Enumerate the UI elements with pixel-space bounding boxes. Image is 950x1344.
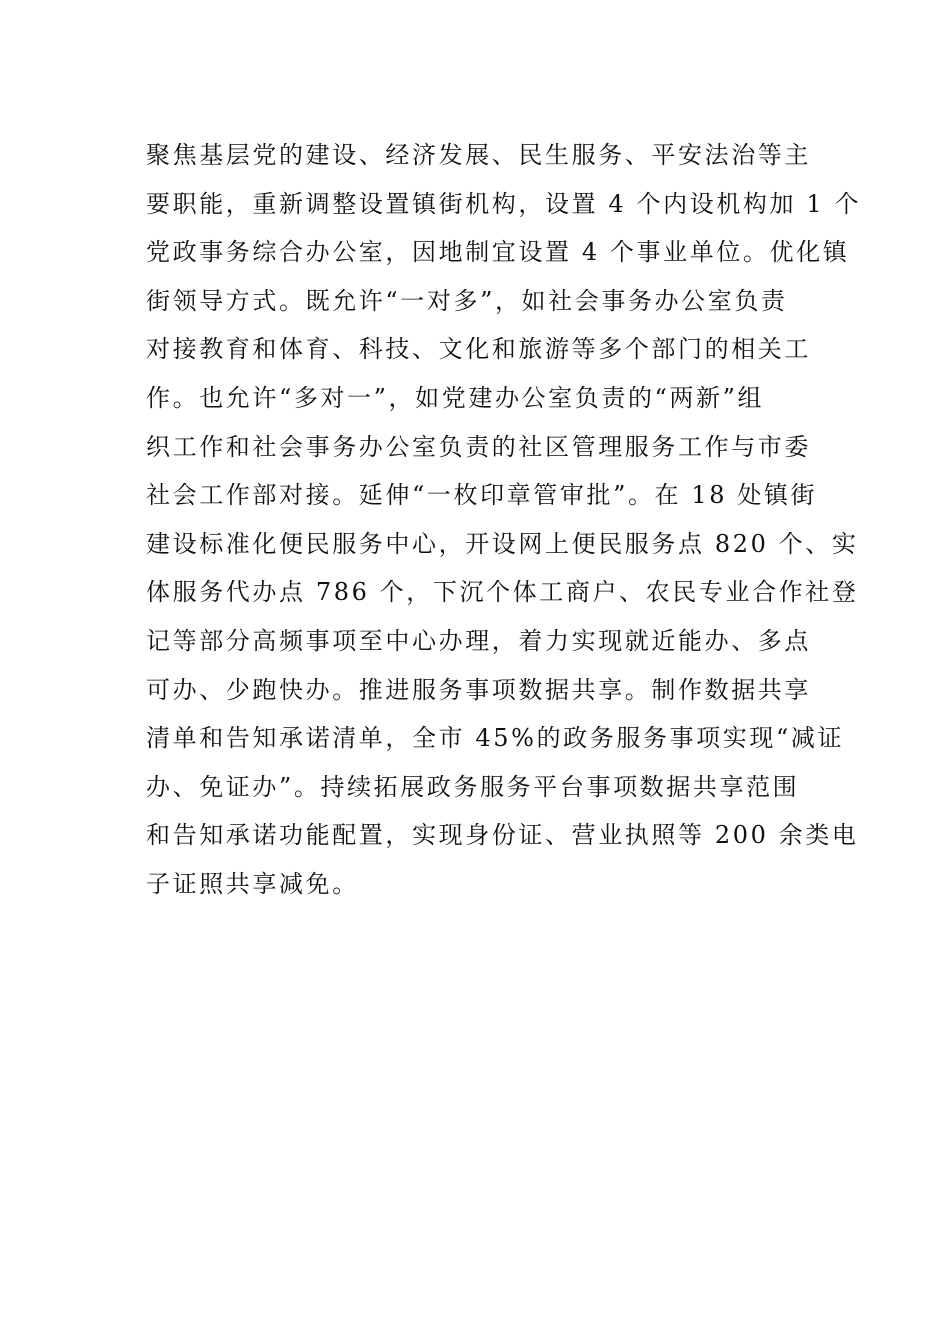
paragraph-line: 织工作和社会事务办公室负责的社区管理服务工作与市委 [146, 432, 811, 461]
paragraph-line: 清单和告知承诺清单，全市 45%的政务服务事项实现“减证 [146, 724, 845, 753]
paragraph-line: 党政事务综合办公室，因地制宜设置 4 个事业单位。优化镇 [146, 238, 850, 267]
paragraph-line: 体服务代办点 786 个，下沉个体工商户、农民专业合作社登 [146, 578, 859, 607]
paragraph-line: 记等部分高频事项至中心办理，着力实现就近能办、多点 [146, 626, 811, 655]
paragraph-line: 办、免证办”。持续拓展政务服务平台事项数据共享范围 [146, 772, 800, 801]
paragraph-line: 作。也允许“多对一”，如党建办公室负责的“两新”组 [146, 383, 765, 412]
body-paragraph [146, 131, 862, 909]
paragraph-line: 聚焦基层党的建设、经济发展、民生服务、平安法治等主 [146, 141, 811, 169]
paragraph-line: 和告知承诺功能配置，实现身份证、营业执照等 200 余类电 [146, 821, 859, 850]
paragraph-line: 对接教育和体育、科技、文化和旅游等多个部门的相关工 [146, 335, 811, 364]
paragraph-line: 街领导方式。既允许“一对多”，如社会事务办公室负责 [146, 286, 788, 315]
paragraph-line: 要职能，重新调整设置镇街机构，设置 4 个内设机构加 1 个 [146, 189, 862, 218]
paragraph-line: 子证照共享减免。 [146, 869, 359, 898]
paragraph-line: 社会工作部对接。延伸“一枚印章管审批”。在 18 处镇街 [146, 481, 818, 510]
paragraph-line: 可办、少跑快办。推进服务事项数据共享。制作数据共享 [146, 675, 811, 704]
paragraph-line: 建设标准化便民服务中心，开设网上便民服务点 820 个、实 [146, 529, 859, 558]
